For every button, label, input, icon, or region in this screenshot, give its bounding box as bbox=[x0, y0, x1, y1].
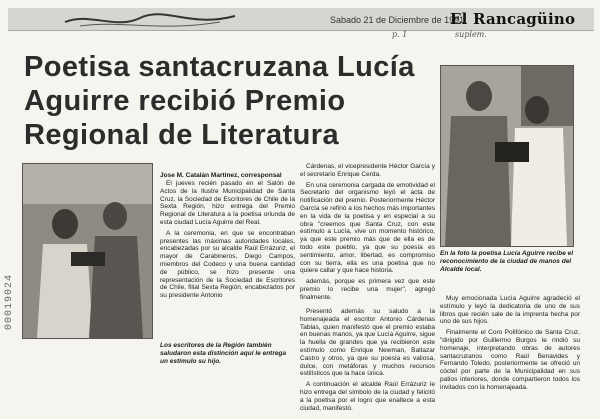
newspaper-name: El Rancagüino bbox=[450, 10, 576, 28]
paragraph: Finalmente el Coro Polifónico de Santa Cruz, "dirigido por Guillermo Burgos le rindió su homenaje, interpretando obras de autores santacruzanos como Raúl Benavides y Fernando Toledo, posteriormente se ofreció un cóctel por parte de la Municipalidad en sus patios interiores, donde compartieron todos los invitados con la homenajeada. bbox=[440, 329, 580, 391]
accession-number: 00019024 bbox=[4, 273, 15, 330]
caption-right-photo: En la foto la poetisa Lucía Aguirre recibe el reconocimiento de la ciudad de manos del Alcalde local. bbox=[440, 250, 574, 273]
photo-poet-receiving-award bbox=[440, 65, 574, 247]
paragraph: Presentó además su saludo a la homenajeada el escritor Antonio Cárdenas Tablas, quien manifestó que el premio estaba en buenas manos, ya que Lucía Aguirre, sigue la huella de grandes que ya recibieron este estímulo como Enrique Newman, Baltazar Castro y otros, ya que su poesía es valiosa, dulce, con metáforas y muchos recursos estilísticos que la hace única. bbox=[300, 308, 435, 378]
paragraph: Muy emocionada Lucía Aguirre agradeció el estímulo y leyó la dedicatoria de uno de sus libros que recién sale de la imprenta hecha por uno de sus hijos. bbox=[440, 295, 580, 326]
article-column-4 bbox=[440, 295, 580, 395]
publication-date: Sabado 21 de Diciembre de 1991 bbox=[330, 15, 465, 25]
handwritten-section-note: suplem. bbox=[455, 30, 487, 39]
paragraph: A la ceremonia, en que se encontraban presentes las máximas autoridades locales, encabezadas por su alcalde Raúl Errázuriz, el mayor de Carabineros, Diego Campos, miembros del Codeco y una buena cantidad de público, se hizo presente una representación de la Sociedad de Escritores de Chile, filial Sexta Región, encabezados por su presidente Antonio bbox=[160, 229, 295, 300]
paragraph: Cárdenas, el vicepresidente Héctor García y el secretario Enrique Cerda. bbox=[300, 163, 435, 178]
article-column-2 bbox=[300, 163, 435, 305]
article-column-1 bbox=[160, 180, 295, 303]
paragraph: El jueves recién pasado en el Salón de Actos de la Ilustre Municipalidad de Santa Cruz, la Sociedad de Escritores de Chile de la Sexta Región, hizo entrega del Premio Regional de Literatura a la poetisa oriunda de esta ciudad Lucía Aguirre del Real. bbox=[160, 180, 295, 226]
byline: Jose M. Catalán Martínez, corresponsal bbox=[160, 172, 282, 179]
paragraph: En una ceremonia cargada de emotividad el Secretario del organismo leyó el acta de notificación del premio. Posteriormente Héctor García se refirió a los hechos más importantes en la vida de la poetisa y en especial a su obra "creemos que Santa Cruz, con este estímulo a Lucía, vive un momento histórico, ya que este premio más que de ella es de todo este pueblo, ya que su poesía es sentimiento, amor, libertad, es compromiso con su tierra, ella es una poetisa que no quiere callar y que hace historia. bbox=[300, 181, 435, 275]
photo-award-ceremony-left bbox=[22, 163, 153, 339]
article-column-3 bbox=[300, 308, 435, 415]
paragraph: además, porque es primera vez que este premio lo recibe una mujer", agregó finalmente. bbox=[300, 278, 435, 301]
handwritten-page-note: p. 1 bbox=[392, 30, 408, 39]
masthead-scribble bbox=[60, 10, 240, 32]
caption-left-photo: Los escritores de la Región también saludaron esta distinción aquí le entrega un estímulo su hijo. bbox=[160, 342, 287, 365]
paragraph: A continuación el alcalde Raúl Errázuriz le hizo entrega del símbolo de la ciudad y felicitó a la poetisa por el logro que enaltece a esta ciudad, manifestó. bbox=[300, 381, 435, 412]
article-headline: Poetisa santacruzana Lucía Aguirre recibió Premio Regional de Literatura bbox=[24, 51, 415, 151]
